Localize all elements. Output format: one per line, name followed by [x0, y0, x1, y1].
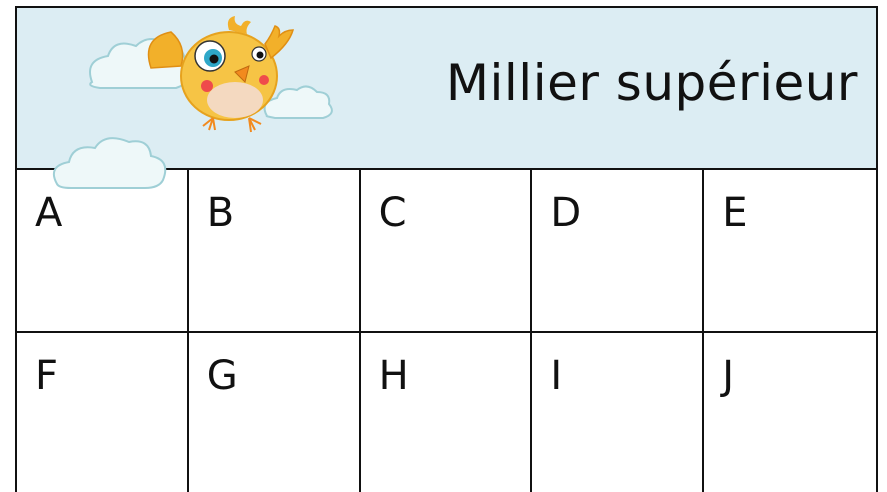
- worksheet-card: [15, 6, 878, 492]
- cell-label: E: [722, 190, 748, 236]
- cloud-icon: [47, 132, 177, 196]
- cell-label: J: [722, 353, 734, 399]
- cell-label: G: [206, 353, 238, 399]
- letter-grid: [17, 170, 876, 492]
- cell-label: C: [378, 190, 407, 236]
- page-title: Millier supérieur: [445, 54, 858, 112]
- grid-cell: [704, 333, 876, 492]
- cell-label: F: [35, 353, 59, 399]
- grid-cell: [17, 333, 189, 492]
- grid-cell: [704, 170, 876, 333]
- cell-label: H: [378, 353, 409, 399]
- grid-cell: [532, 170, 704, 333]
- cell-label: I: [550, 353, 563, 399]
- grid-cell: [361, 170, 533, 333]
- grid-cell: [189, 333, 361, 492]
- cell-label: D: [550, 190, 582, 236]
- cell-label: A: [35, 190, 63, 236]
- grid-cell: [189, 170, 361, 333]
- cell-label: B: [206, 190, 235, 236]
- grid-cell: [532, 333, 704, 492]
- grid-cell: [361, 333, 533, 492]
